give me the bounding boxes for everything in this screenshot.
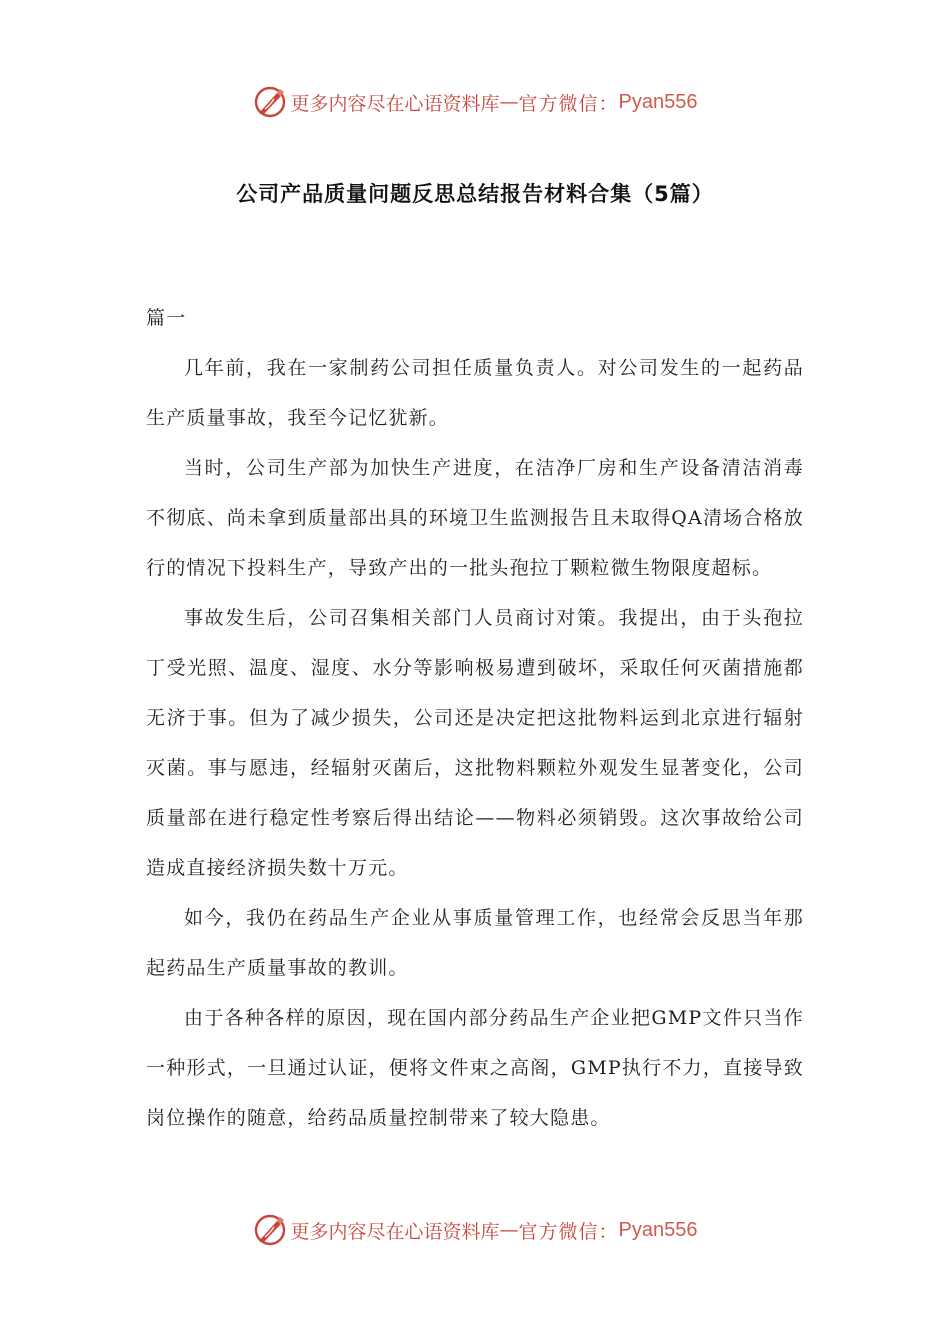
banner-wechat-id: Pyan556 <box>618 90 698 113</box>
pen-logo-icon <box>253 1213 287 1247</box>
document-title: 公司产品质量问题反思总结报告材料合集（5篇） <box>236 182 714 206</box>
footer-watermark-banner <box>0 1210 950 1250</box>
paragraph: 几年前，我在一家制药公司担任质量负责人。对公司发生的一起药品生产质量事故，我至今记忆犹新。 <box>146 357 804 429</box>
banner-wechat-label: 官方微信： <box>518 92 619 115</box>
banner-dash: — <box>499 91 519 113</box>
banner-wechat-id: Pyan556 <box>618 1218 698 1241</box>
banner-text: 更多内容尽在心语资料库 <box>290 1220 500 1243</box>
banner-dash: — <box>499 1219 519 1241</box>
paragraph: 当时，公司生产部为加快生产进度，在洁净厂房和生产设备清洁消毒不彻底、尚未拿到质量部出具的环境卫生监测报告且未取得QA清场合格放行的情况下投料生产，导致产出的一批头孢拉丁颗粒微生物限度超标。 <box>146 457 804 579</box>
header-watermark-banner <box>0 82 950 122</box>
section-heading: 篇一 <box>146 307 187 329</box>
pen-logo-icon <box>253 85 287 119</box>
paragraph: 事故发生后，公司召集相关部门人员商讨对策。我提出，由于头孢拉丁受光照、温度、湿度、水分等影响极易遭到破坏，采取任何灭菌措施都无济于事。但为了减少损失，公司还是决定把这批物料运到北京进行辐射灭菌。事与愿违，经辐射灭菌后，这批物料颗粒外观发生显著变化，公司质量部在进行稳定性考察后得出结论——物料必须销毁。这次事故给公司造成直接经济损失数十万元。 <box>146 607 804 879</box>
paragraph: 由于各种各样的原因，现在国内部分药品生产企业把GMP文件只当作一种形式，一旦通过认证，便将文件束之高阁，GMP执行不力，直接导致岗位操作的随意，给药品质量控制带来了较大隐患。 <box>146 1007 804 1129</box>
banner-text: 更多内容尽在心语资料库 <box>290 92 500 115</box>
banner-wechat-label: 官方微信： <box>518 1220 619 1243</box>
document-body <box>146 293 804 1143</box>
paragraph: 如今，我仍在药品生产企业从事质量管理工作，也经常会反思当年那起药品生产质量事故的教训。 <box>146 907 804 979</box>
